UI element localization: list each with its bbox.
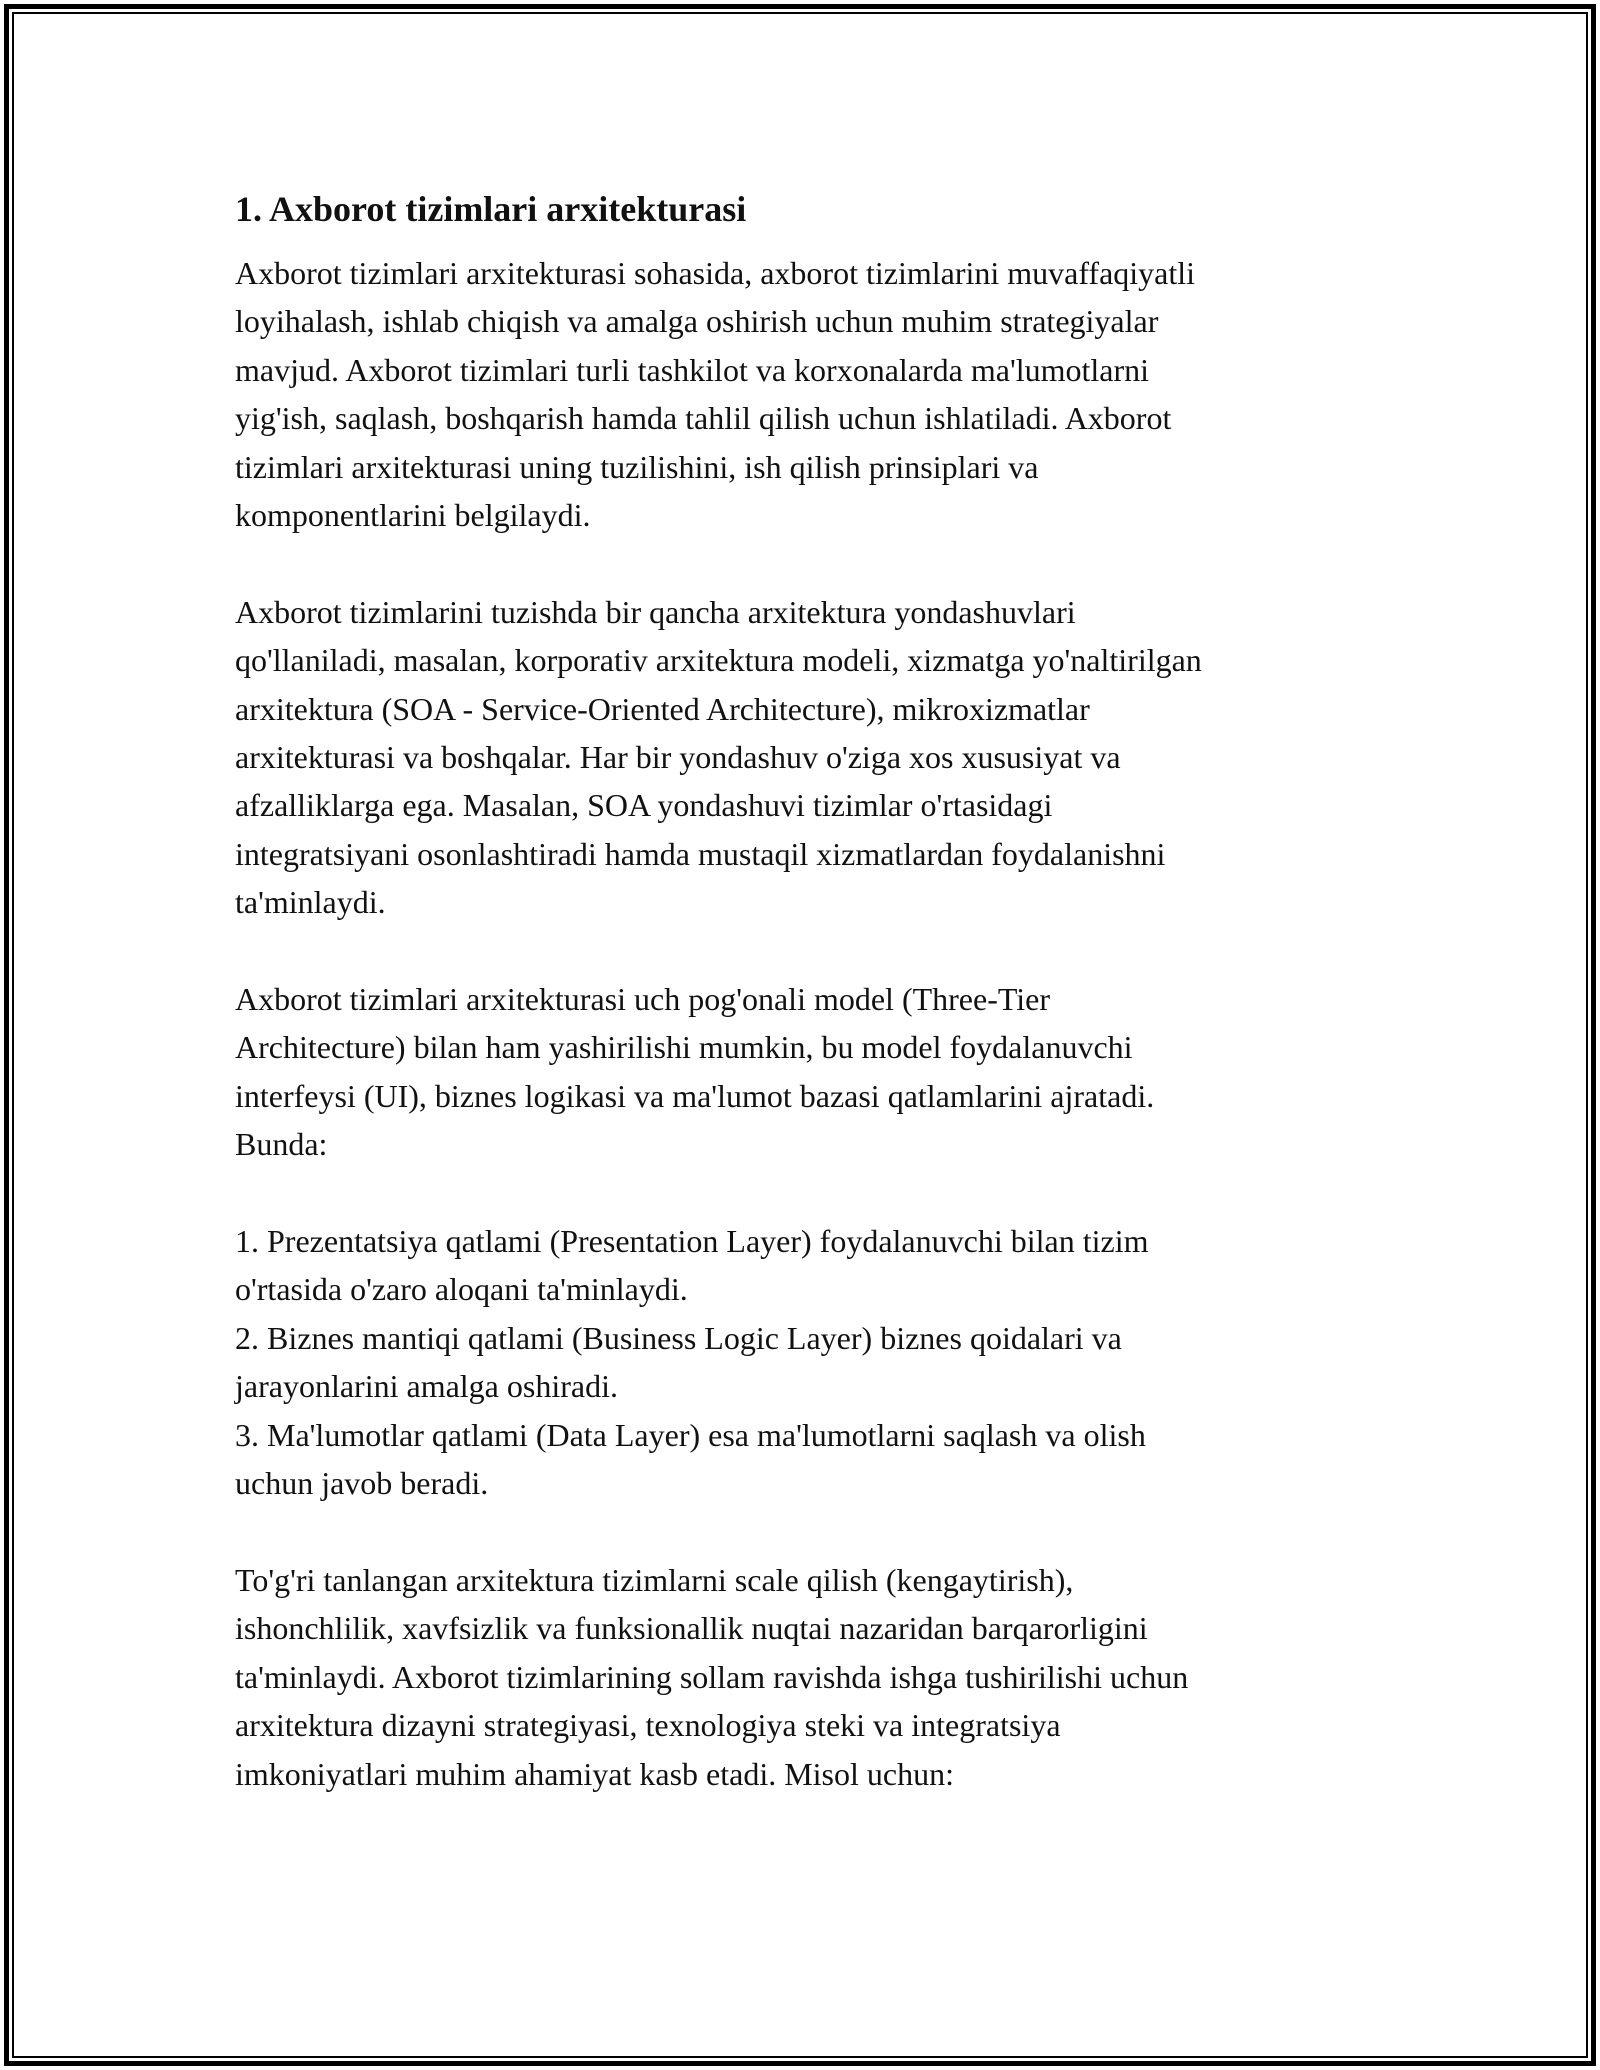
paragraph-approaches: Axborot tizimlarini tuzishda bir qancha arxitektura yondashuvlari qo'llaniladi, masalan, korporativ arxitektura modeli, xizmatga yo'naltirilgan arxitektura (SOA - Service-Oriented Architecture), mikroxizmatlar arxitekturasi va boshqalar. Har bir yondashuv o'ziga xos xususiyat va afzalliklarga ega. Masalan, SOA yondashuvi tizimlar o'rtasidagi integratsiyani osonlashtiradi hamda mustaqil xizmatlardan foydalanishni ta'minlaydi. [235, 593, 1202, 921]
paragraph-spacer [235, 927, 1365, 975]
layer-list: 1. Prezentatsiya qatlami (Presentation Layer) foydalanuvchi bilan tizim o'rtasida o'zaro aloqani ta'minlaydi. 2. Biznes mantiqi qatlami (Business Logic Layer) biznes qoidalari va jarayonlarini amalga oshiradi. 3. Ma'lumotlar qatlami (Data Layer) esa ma'lumotlarni saqlash va olish uchun javob beradi. [235, 1223, 1149, 1502]
paragraph-conclusion: To'g'ri tanlangan arxitektura tizimlarni scale qilish (kengaytirish), ishonchlilik, xavfsizlik va funksionallik nuqtai nazaridan barqarorligini ta'minlaydi. Axborot tizimlarining sollam ravishda ishga tushirilishi uchun arxitektura dizayni strategiyasi, texnologiya steki va integratsiya imkoniyatlari muhim ahamiyat kasb etadi. Misol uchun: [235, 1561, 1189, 1792]
paragraph-three-tier: Axborot tizimlari arxitekturasi uch pog'onali model (Three-Tier Architecture) bilan ham yashirilishi mumkin, bu model foydalanuvchi interfeysi (UI), biznes logikasi va ma'lumot bazasi qatlamlarini ajratadi. Bunda: [235, 981, 1155, 1163]
paragraph-spacer [235, 539, 1365, 587]
paragraph-spacer [235, 1508, 1365, 1556]
document-body [235, 185, 1365, 1798]
paragraph-spacer [235, 1169, 1365, 1217]
section-heading: 1. Axborot tizimlari arxitekturasi [235, 189, 747, 229]
paragraph-intro: Axborot tizimlari arxitekturasi sohasida, axborot tizimlarini muvaffaqiyatli loyihalash, ishlab chiqish va amalga oshirish uchun muhim strategiyalar mavjud. Axborot tizimlari turli tashkilot va korxonalarda ma'lumotlarni yig'ish, saqlash, boshqarish hamda tahlil qilish uchun ishlatiladi. Axborot tizimlari arxitekturasi uning tuzilishini, ish qilish prinsiplari va komponentlarini belgilaydi. [235, 255, 1196, 534]
